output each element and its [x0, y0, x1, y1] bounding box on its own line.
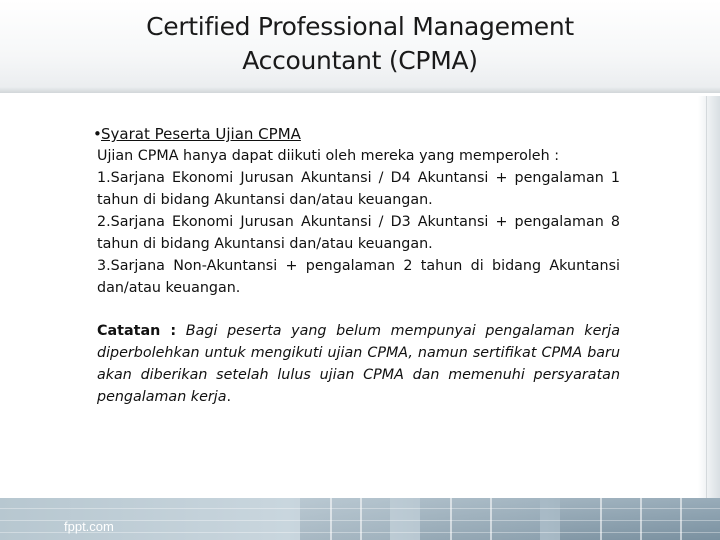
bullet-icon: •: [93, 125, 102, 143]
building-line: [490, 498, 492, 540]
building-shape: [420, 498, 540, 540]
side-decoration: [698, 96, 720, 540]
requirement-item: 1.Sarjana Ekonomi Jurusan Akuntansi / D4 Akuntansi + pengalaman 1 tahun di bidang Akuntansi dan/atau keuangan.: [97, 170, 620, 208]
building-line: [600, 498, 602, 540]
title-band: [0, 0, 720, 93]
building-line: [450, 498, 452, 540]
heading-text: Syarat Peserta Ujian CPMA: [101, 125, 301, 143]
section-heading: [93, 123, 620, 145]
requirement-item: 2.Sarjana Ekonomi Jurusan Akuntansi / D3 Akuntansi + pengalaman 8 tahun di bidang Akuntansi dan/atau keuangan.: [97, 214, 620, 252]
slide-title: Certified Professional Management Accountant (CPMA): [146, 12, 574, 75]
content-box: [93, 123, 620, 408]
note-body: Bagi peserta yang belum mempunyai pengalaman kerja diperbolehkan untuk mengikuti ujian CPMA, namun sertifikat CPMA baru akan diberikan setelah lulus ujian CPMA dan memenuhi persyaratan pengalaman kerja: [97, 323, 620, 405]
footer-brand: fppt.com: [64, 519, 114, 534]
intro-line: Ujian CPMA hanya dapat diikuti oleh mereka yang memperoleh :: [97, 148, 560, 164]
building-line: [640, 498, 642, 540]
note-label: Catatan :: [97, 323, 177, 339]
note-period: .: [226, 389, 232, 405]
building-line: [360, 498, 362, 540]
requirements-paragraph: [97, 145, 620, 299]
building-shape: [300, 498, 390, 540]
requirement-item: 3.Sarjana Non-Akuntansi + pengalaman 2 tahun di bidang Akuntansi dan/atau keuangan.: [97, 258, 620, 296]
building-line: [680, 498, 682, 540]
building-line: [330, 498, 332, 540]
note-paragraph: [97, 320, 620, 408]
